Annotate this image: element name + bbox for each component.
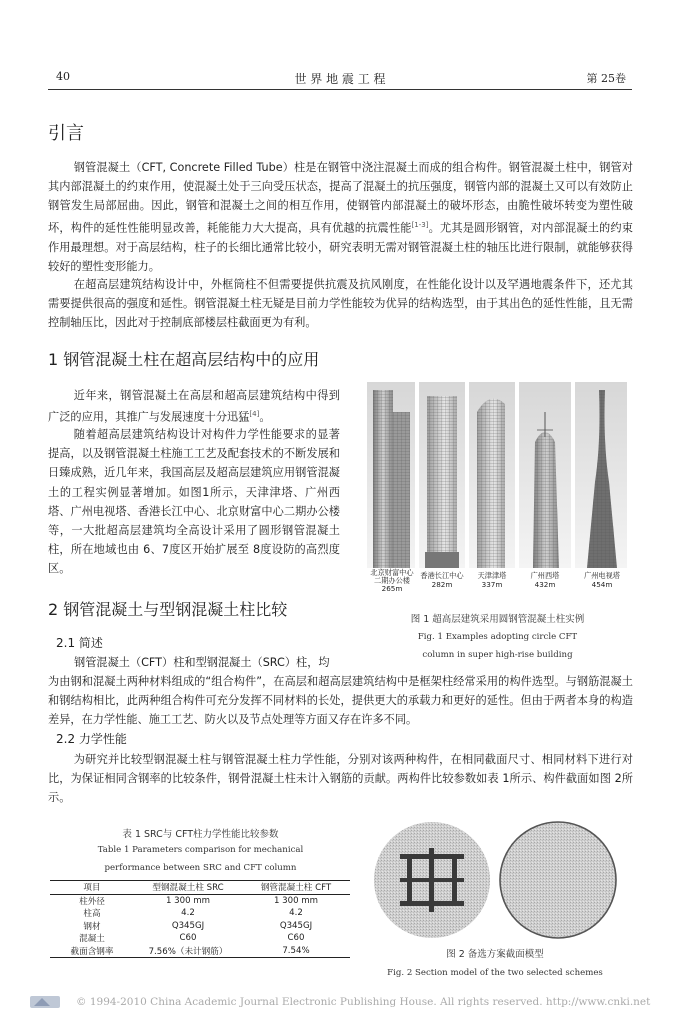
- building-label: 香港长江中心: [420, 571, 464, 580]
- header-rule: [48, 89, 632, 90]
- src-section-model: [374, 822, 490, 938]
- figure1-caption-en: Fig. 1 Examples adopting circle CFT: [417, 632, 578, 642]
- table-cell: Q345GJ: [279, 920, 313, 931]
- table-cell: 钢材: [83, 921, 101, 932]
- table-cell: 柱高: [83, 909, 101, 920]
- publisher-logo-icon: [30, 994, 70, 1010]
- citation-ref: [1-3]: [411, 220, 429, 229]
- table1-caption-cn: 表 1 SRC与 CFT柱力学性能比较参数: [122, 829, 279, 840]
- building-label: 广州电视塔: [584, 571, 620, 580]
- section1-heading: 1 钢管混凝土柱在超高层结构中的应用: [48, 350, 320, 369]
- building-label: 广州西塔: [530, 571, 560, 580]
- table-cell: 4.2: [181, 908, 195, 919]
- column-header: 钢管混凝土柱 CFT: [260, 883, 332, 894]
- building-height: 282m: [431, 580, 453, 589]
- section1-paragraph-2: 随着超高层建筑结构设计对构件力学性能要求的显著提高，以及钢管混凝土柱施工工艺及配套技术的不断发展和日臻成熟，近几年来，我国高层及超高层建筑应用钢管混凝土的工程实例显著增加。如图1所示，天津津塔、广州西塔、广州电视塔、香港长江中心、北京财富中心二期办公楼等，一大批超高层建筑均全高设计采用了圆形钢管混凝土柱，所在地域也由 6、7度区开始扩展至 8度设防的高烈度区。: [48, 428, 340, 576]
- volume-label: 第 25卷: [586, 72, 626, 85]
- table-header-row: [50, 881, 350, 895]
- building-photo-hongkong: [419, 382, 465, 568]
- table-cell: 1 300 mm: [165, 895, 211, 906]
- figure2-section-models: [372, 818, 622, 942]
- column-header: 型钢混凝土柱 SRC: [152, 883, 224, 894]
- building-height: 337m: [481, 580, 503, 589]
- building-label: 北京财富中心: [370, 568, 414, 577]
- building-photo-tianjin: [469, 382, 515, 568]
- cft-section-model: [500, 822, 616, 938]
- subsection-2-1-paragraph: 为由钢和混凝土两种材料组成的“组合构件”，在高层和超高层建筑结构中是框架柱经常采用的构件选型。与钢筋混凝土和钢结构相比，此两种组合构件可充分发挥不同材料的长处，提供更大的承载力和更好的延性。但由于两者本身的构造差异，在力学性能、施工工艺、防火以及节点处理等方面又存在许多不同。: [48, 675, 633, 727]
- intro-heading: 引言: [48, 123, 84, 144]
- table-cell: C60: [287, 933, 305, 944]
- subsection-2-1-paragraph-start: 钢管混凝土（CFT）柱和型钢混凝土（SRC）柱，均: [74, 656, 330, 669]
- building-label: 天津津塔: [477, 571, 507, 580]
- citation-ref: [4]: [249, 410, 260, 419]
- intro-paragraph-2: 在超高层建筑结构设计中，外框筒柱不但需要提供抗震及抗风刚度，在性能化设计以及罕遇地震条件下，还尤其需要提供很高的强度和延性。钢管混凝土柱无疑是目前力学性能较为优异的结构选型，由于其出色的延性性能，且无需控制轴压比，因此对于控制底部楼层柱截面更为有利。: [48, 278, 633, 330]
- figure1-caption-cn: 图 1 超高层建筑采用圆钢管混凝土柱实例: [410, 614, 585, 625]
- table-row: [50, 932, 350, 945]
- building-height: 432m: [534, 580, 556, 589]
- journal-title: 世 界 地 震 工 程: [294, 72, 386, 86]
- table-cell: Q345GJ: [171, 920, 205, 931]
- section2-heading: 2 钢管混凝土与型钢混凝土柱比较: [48, 600, 288, 619]
- table-cell: 7.56%（未计钢筋）: [148, 946, 228, 957]
- section1-paragraph-1: 近年来，钢管混凝土在高层和超高层建筑结构中得到广泛的应用，其推广与发展速度十分迅猛[4]。: [48, 389, 340, 424]
- table1-caption-en: performance between SRC and CFT column: [104, 863, 297, 873]
- table-row: [50, 907, 350, 920]
- subsection-2-2-heading: 2.2 力学性能: [56, 732, 127, 746]
- page-number: 40: [56, 70, 70, 83]
- building-photo-guangzhou-tv: [575, 382, 627, 568]
- table1-caption-en: Table 1 Parameters comparison for mechanical: [97, 845, 304, 855]
- table-row: [50, 920, 350, 933]
- subsection-2-1-heading: 2.1 简述: [56, 636, 103, 650]
- column-header: 项目: [83, 883, 101, 894]
- building-height: 454m: [591, 580, 613, 589]
- table-row: [50, 945, 350, 958]
- table-cell: 4.2: [289, 908, 303, 919]
- figure2-caption-en: Fig. 2 Section model of the two selected schemes: [387, 968, 603, 978]
- table-cell: 柱外径: [79, 896, 105, 907]
- building-photo-beijing: [367, 382, 415, 568]
- table-cell: 混凝土: [79, 934, 105, 945]
- building-photo-guangzhou-west: [519, 382, 571, 568]
- intro-paragraph-1: 钢管混凝土（CFT, Concrete Filled Tube）柱是在钢管中浇注混凝土而成的组合构件。钢管混凝土柱中，钢管对其内部混凝土的约束作用，使混凝土处于三向受压状态，提高了混凝土的抗压强度，钢管内部的混凝土又可以有效防止钢管发生局部屈曲。因此，钢管和混凝土之间的相互作用，使钢管内部混凝土的破坏形态，由脆性破坏转变为塑性破坏，构件的延性性能明显改善，耗能能力大大提高，具有优越的抗震性能[1-3]。尤其是圆形钢管，对内部混凝土的约束作用最理想。对于高层结构，柱子的长细比通常比较小，研究表明无需对钢管混凝土柱的轴压比进行限制，就能够获得较好的塑性变形能力。: [48, 161, 633, 273]
- building-label: 二期办公楼: [374, 576, 410, 585]
- figure1-caption-en: column in super high-rise building: [422, 650, 573, 660]
- parameters-table: [50, 880, 350, 958]
- building-height: 265m: [381, 584, 403, 593]
- table-cell: 截面含钢率: [70, 946, 114, 957]
- table-cell: 1 300 mm: [273, 895, 319, 906]
- table-cell: 7.54%: [282, 945, 310, 956]
- figure1-photos: [365, 382, 630, 597]
- figure2-caption-cn: 图 2 备选方案截面模型: [446, 949, 544, 960]
- table-cell: C60: [179, 933, 197, 944]
- copyright-footer: © 1994-2010 China Academic Journal Electronic Publishing House. All rights reserved. http://www.cnki.net: [76, 996, 651, 1008]
- table-row: [50, 894, 350, 907]
- subsection-2-2-paragraph: 为研究并比较型钢混凝土柱与钢管混凝土柱力学性能，分别对该两种构件，在相同截面尺寸、相同材料下进行对比，为保证相同含钢率的比较条件，钢骨混凝土柱未计入钢筋的贡献。两构件比较参数如表 1所示、构件截面如图 2所示。: [48, 753, 633, 805]
